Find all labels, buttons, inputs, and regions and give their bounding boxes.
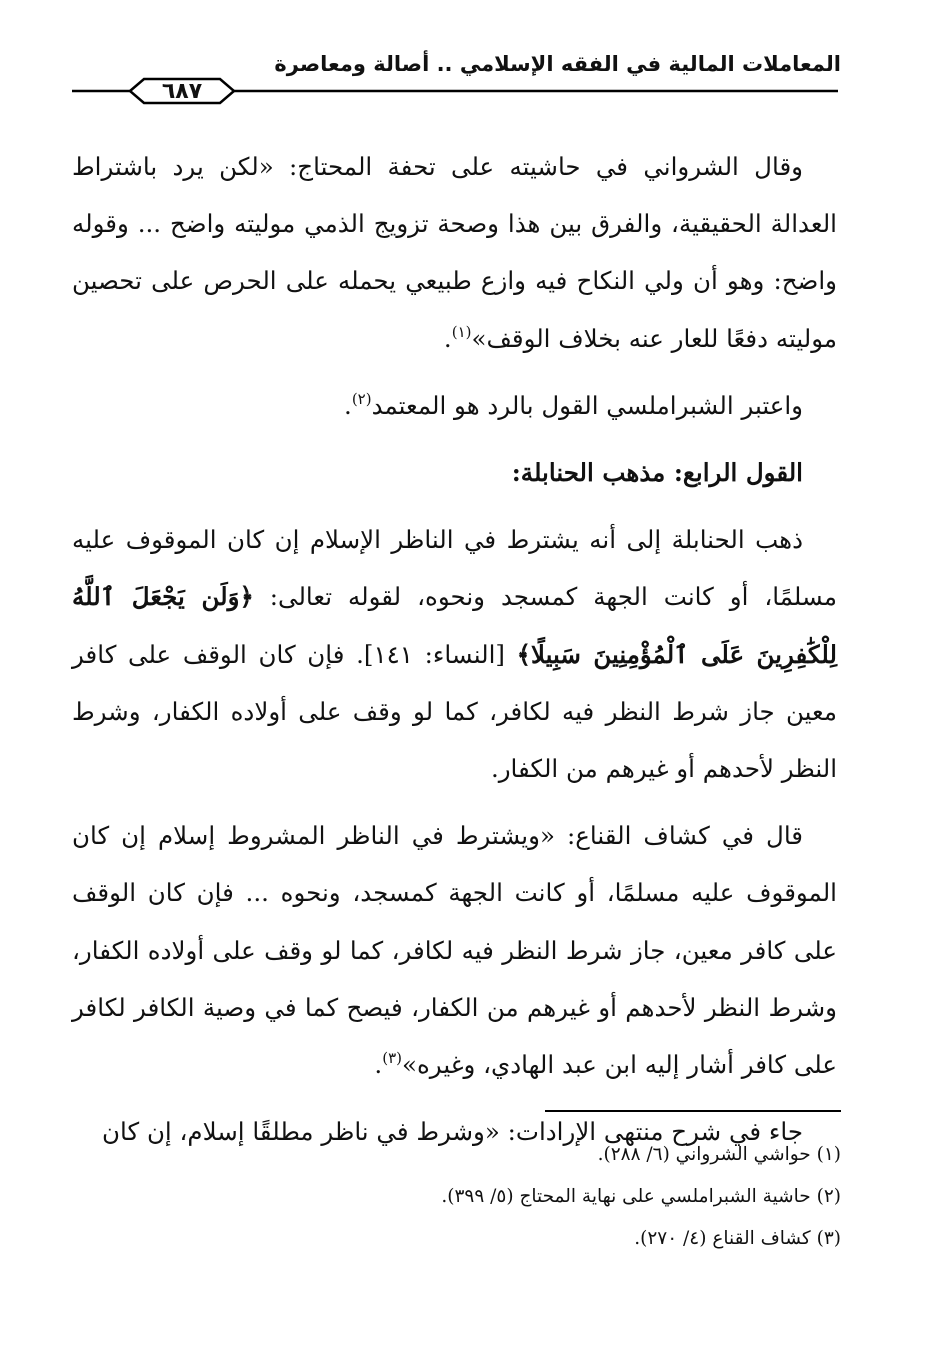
footnote-ref-3: (٣): [382, 1049, 402, 1068]
paragraph-shirwani: وقال الشرواني في حاشيته على تحفة المحتاج: «لكن يرد باشتراط العدالة الحقيقية، والفرق بين هذا وصحة تزويج الذمي موليته واضح ... وقوله واضح: وهو أن ولي النكاح فيه وازع طبيعي يحمله على الحرص على تحصين موليته دفعًا للعار عنه بخلاف الوقف»$^{(١)}$.: [72, 152, 837, 353]
footnote-ref-1: (١): [451, 322, 472, 341]
quran-verse: ﴿وَلَن يَجْعَلَ ٱللَّهُ لِلْكَٰفِرِينَ عَلَى ٱلْمُؤْمِنِينَ سَبِيلًا﴾: [72, 582, 837, 669]
paragraph-muntaha-text: جاء في شرح منتهى الإرادات: «وشرط في ناظر مطلقًا إسلام، إن كان: [102, 1117, 803, 1147]
paragraph-hanabila-text-end: [النساء: ١٤١]. فإن كان الوقف على كافر معين جاز شرط النظر فيه لكافر، كما لو وقف على أولاده الكفار، وشرط النظر لأحدهم أو غيرهم من الكفار.: [72, 639, 837, 784]
header-rule: [0, 70, 937, 110]
running-header-title: المعاملات المالية في الفقه الإسلامي .. أصالة ومعاصرة: [274, 52, 841, 76]
footnote-1: (١) حواشي الشرواني (٦/ ٢٨٨).: [597, 1144, 841, 1165]
paragraph-shabramallisi: واعتبر الشبراملسي القول بالرد هو المعتمد$^{(٢)}$.: [344, 389, 803, 420]
footnote-ref-2: (٢): [351, 389, 372, 408]
paragraph-shirwani-text: وقال الشرواني في حاشيته على تحفة المحتاج: «لكن يرد باشتراط العدالة الحقيقية، والفرق بين هذا وصحة تزويج الذمي موليته واضح ... وقوله واضح: وهو أن ولي النكاح فيه وازع طبيعي يحمله على الحرص على تحصين موليته دفعًا للعار عنه بخلاف الوقف»: [72, 152, 837, 353]
footnote-separator: [545, 1110, 841, 1112]
paragraph-hanabila: [72, 511, 837, 797]
main-text: [72, 138, 837, 1170]
paragraph-kashshaf: قال في كشاف القناع: «ويشترط في الناظر المشروط إسلام إن كان الموقوف عليه مسلمًا، أو كانت الجهة كمسجد، ونحوه ... فإن كان الوقف على كافر معين، جاز شرط النظر فيه لكافر، كما لو وقف على أولاده الكفار، وشرط النظر لأحدهم أو غيرهم من الكفار، فيصح كما في وصية الكافر لكافر على كافر أشار إليه ابن عبد الهادي، وغيره»$^{(٣)}$.: [72, 821, 837, 1080]
paragraph-shabramallisi-text: واعتبر الشبراملسي القول بالرد هو المعتمد: [371, 390, 803, 420]
page-number: ٦٨٧: [161, 79, 203, 104]
paragraph-kashshaf-text: قال في كشاف القناع: «ويشترط في الناظر المشروط إسلام إن كان الموقوف عليه مسلمًا، أو كانت الجهة كمسجد، ونحوه ... فإن كان الوقف على كافر معين، جاز شرط النظر فيه لكافر، كما لو وقف على أولاده الكفار، وشرط النظر لأحدهم أو غيرهم من الكفار، فيصح كما في وصية الكافر لكافر على كافر أشار إليه ابن عبد الهادي، وغيره»: [72, 821, 837, 1080]
paragraph-hanabila-text-start: ذهب الحنابلة إلى أنه يشترط في الناظر الإسلام إن كان الموقوف عليه مسلمًا، أو كانت الجهة كمسجد ونحوه، لقوله تعالى:: [72, 525, 837, 612]
footnote-2: (٢) حاشية الشبراملسي على نهاية المحتاج (٥/ ٣٩٩).: [441, 1186, 841, 1207]
footnotes: [101, 1134, 841, 1260]
section-heading: القول الرابع: مذهب الحنابلة:: [511, 458, 803, 488]
footnote-3: (٣) كشاف القناع (٤/ ٢٧٠).: [634, 1228, 841, 1249]
